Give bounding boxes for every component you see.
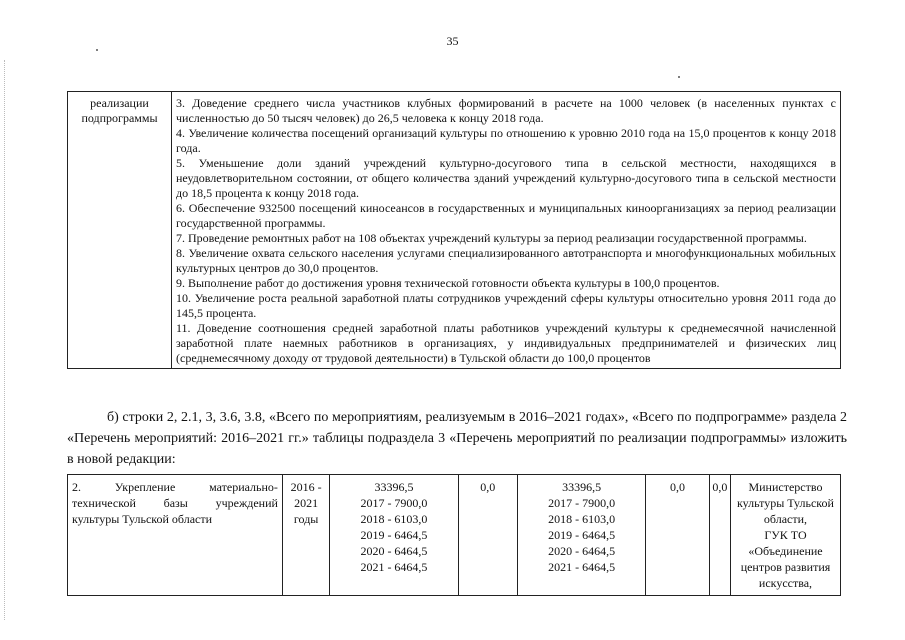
indicator-item: 7. Проведение ремонтных работ на 108 объектах учреждений культуры за период реализации государственной программы.: [176, 231, 807, 245]
scan-speck: [678, 76, 680, 78]
executor-line: Министерство: [748, 480, 823, 494]
executor-line: ГУК ТО: [764, 528, 807, 542]
row-label-line: подпрограммы: [81, 111, 158, 125]
executor-line: культуры Тульской: [737, 496, 834, 510]
funding-line: 2021 - 6464,5: [548, 560, 616, 574]
executor-cell: [730, 475, 840, 596]
indicators-table: [67, 91, 841, 369]
scan-speck: [96, 49, 98, 51]
indicator-item: 10. Увеличение роста реальной заработной платы сотрудников учреждений сферы культуры относительно уровня 2011 года до 145,5 процента.: [176, 291, 836, 320]
funding-total-cell: [330, 475, 458, 596]
indicator-item: 11. Доведение соотношения средней заработной платы работников учреждений культуры к среднемесячной начисленной заработной плате наемных работников в организациях, у индивидуальных предпринимателей и физических лиц (среднемесячному доходу от трудовой деятельности) в Тульской области до 100,0 процентов: [176, 321, 836, 365]
period-line: 2021: [294, 496, 319, 510]
row-label-cell: [68, 92, 172, 369]
executor-line: центров развития: [740, 560, 831, 574]
period-line: 2016 -: [290, 480, 322, 494]
funding-line: 2019 - 6464,5: [548, 528, 616, 542]
page-number: 35: [446, 34, 459, 48]
funding-zero-cell: 0,0: [458, 475, 518, 596]
executor-line: «Объединение: [748, 544, 823, 558]
funding-zero-cell: 0,0: [709, 475, 730, 596]
amendment-paragraph: б) строки 2, 2.1, 3, 3.6, 3.8, «Всего по мероприятиям, реализуемым в 2016–2021 годах», «Всего по подпрограмме» раздела 2 «Перечень мероприятий: 2016–2021 гг.» таблицы подраздела 3 «Перечень мероприятий по реализации подпрограммы» изложить в новой редакции:: [67, 410, 847, 467]
margin-dotted-line: [4, 60, 5, 620]
funding-line: 2017 - 7900,0: [360, 496, 428, 510]
indicator-item: 8. Увеличение охвата сельского населения услугами специализированного автотранспорта и многофункциональных мобильных культурных центров до 30,0 процентов.: [176, 246, 836, 275]
period-line: годы: [293, 512, 319, 526]
indicator-item: 3. Доведение среднего числа участников клубных формирований в расчете на 1000 человек (в населенных пунктах с численностью до 50 тысяч человек) до 26,5 человека к концу 2018 года.: [176, 96, 836, 125]
funding-line: 2020 - 6464,5: [360, 544, 428, 558]
funding-line: 33396,5: [374, 480, 414, 494]
row-label-line: реализации: [90, 96, 149, 110]
funding-line: 2017 - 7900,0: [548, 496, 616, 510]
funding-line: 2018 - 6103,0: [548, 512, 616, 526]
indicator-item: 5. Уменьшение доли зданий учреждений культурно-досугового типа в сельской местности, находящихся в неудовлетворительном состоянии, от общего количества зданий учреждений культурно-досугового типа в сельской местности до 18,5 процента к концу 2018 года.: [176, 156, 836, 200]
funding-zero-cell: 0,0: [646, 475, 710, 596]
indicator-item: 4. Увеличение количества посещений организаций культуры по отношению к уровню 2010 года на 15,0 процентов к концу 2018 года.: [176, 126, 836, 155]
indicators-cell: [172, 92, 841, 369]
indicator-item: 9. Выполнение работ до достижения уровня технической готовности объекта культуры в 100,0 процентов.: [176, 276, 720, 290]
table-row: [68, 475, 841, 596]
funding-line: 2019 - 6464,5: [360, 528, 428, 542]
funding-line: 2018 - 6103,0: [360, 512, 428, 526]
executor-line: искусства,: [758, 576, 813, 590]
funding-line: 2021 - 6464,5: [360, 560, 428, 574]
period-cell: [282, 475, 329, 596]
measure-name-cell: 2. Укрепление материально-технической базы учреждений культуры Тульской области: [68, 475, 283, 596]
measures-table: [67, 474, 841, 596]
funding-regional-cell: [518, 475, 646, 596]
funding-line: 33396,5: [562, 480, 602, 494]
executor-line: области,: [763, 512, 808, 526]
funding-line: 2020 - 6464,5: [548, 544, 616, 558]
table-row: [68, 92, 841, 369]
indicator-item: 6. Обеспечение 932500 посещений киносеансов в государственных и муниципальных киноорганизациях за период реализации государственной программы.: [176, 201, 836, 230]
